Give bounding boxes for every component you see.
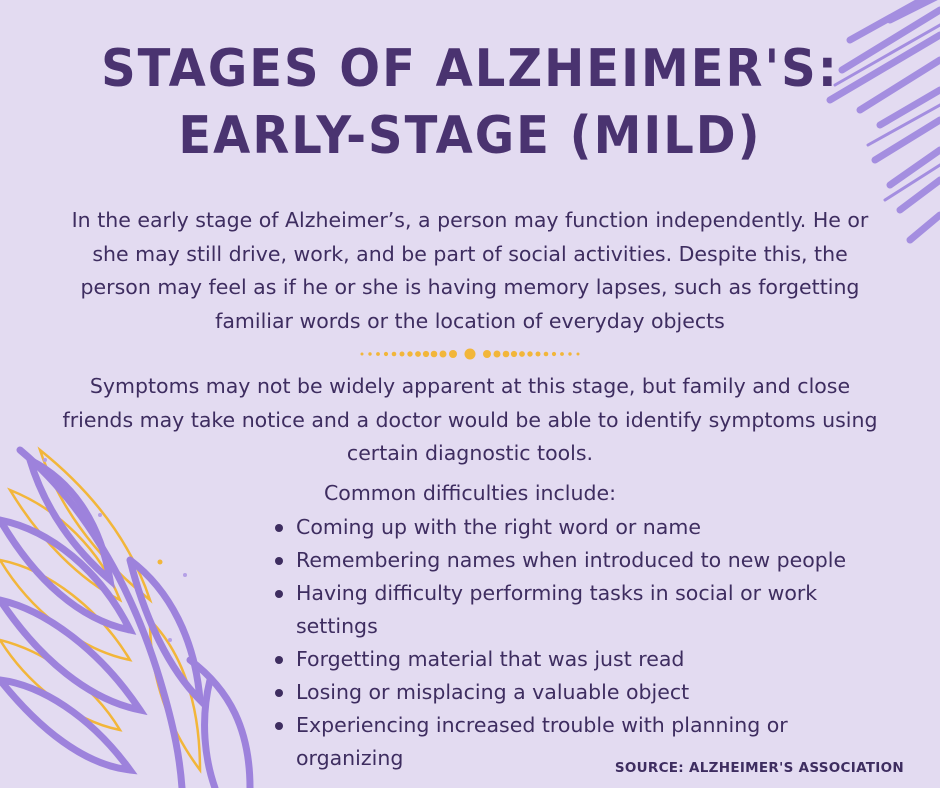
list-item: Coming up with the right word or name xyxy=(272,511,872,544)
list-item: Losing or misplacing a valuable object xyxy=(272,676,872,709)
source-credit: SOURCE: ALZHEIMER'S ASSOCIATION xyxy=(614,760,904,776)
page-title xyxy=(0,35,940,169)
title-line-1: STAGES OF ALZHEIMER'S: xyxy=(101,38,839,99)
list-item: Having difficulty performing tasks in social or work settings xyxy=(272,577,872,643)
list-heading: Common difficulties include: xyxy=(323,481,617,505)
intro-paragraph: In the early stage of Alzheimer’s, a person may function independently. He or she may still drive, work, and be part of social activities. Despite this, the person may feel as if he or she is having memory lapses, such as forgetting familiar words or the location of everyday objects xyxy=(71,208,869,333)
symptoms-paragraph: Symptoms may not be widely apparent at this stage, but family and close friends may take notice and a doctor would be able to identify symptoms using certain diagnostic tools. xyxy=(62,374,878,465)
list-item: Forgetting material that was just read xyxy=(272,643,872,676)
difficulties-list xyxy=(272,511,872,775)
list-item: Remembering names when introduced to new people xyxy=(272,544,872,577)
list-item: Experiencing increased trouble with planning or organizing xyxy=(272,709,872,775)
dotted-divider xyxy=(358,346,582,362)
title-line-2: EARLY-STAGE (MILD) xyxy=(178,105,762,166)
